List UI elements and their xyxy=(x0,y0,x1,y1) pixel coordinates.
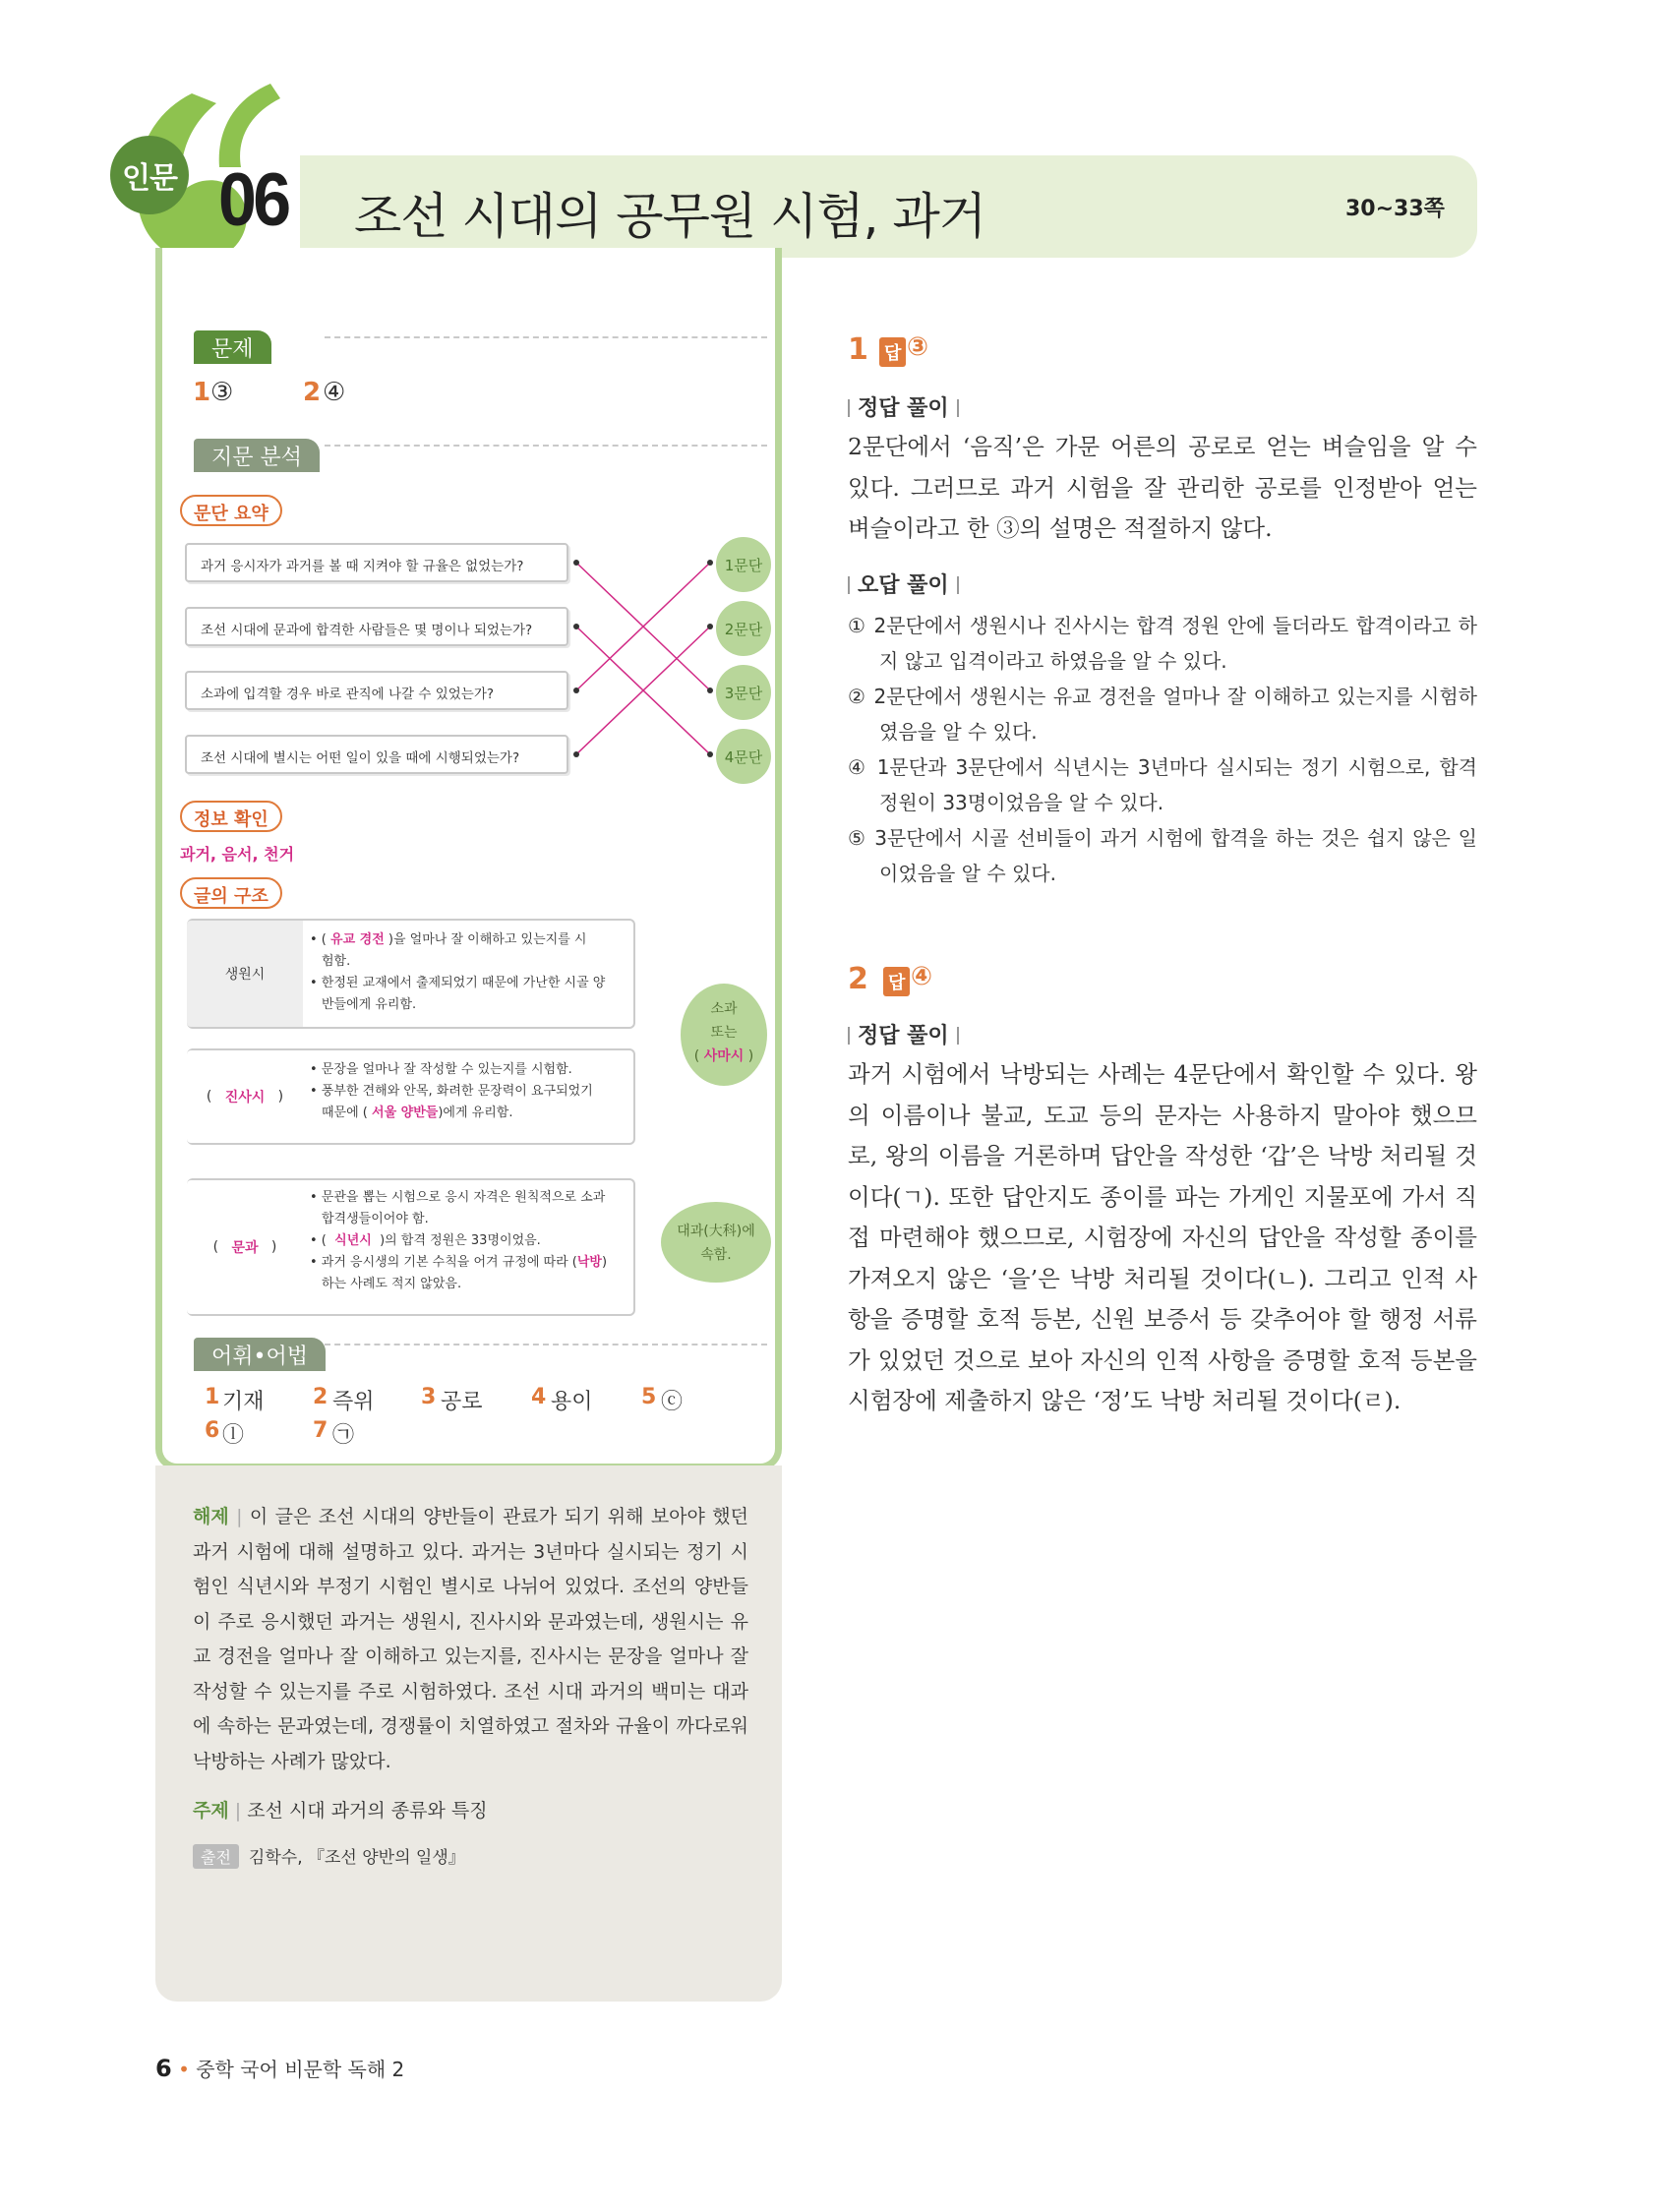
question-box: 소과에 입격할 경우 바로 관직에 나갈 수 있었는가? xyxy=(185,671,568,710)
divider xyxy=(325,1344,767,1345)
question-box: 조선 시대에 문과에 합격한 사람들은 몇 명이나 되었는가? xyxy=(185,607,568,646)
problems-tab: 문제 xyxy=(194,330,271,364)
answer-value: ③ xyxy=(907,332,929,362)
question-number: 2 xyxy=(848,962,868,996)
lesson-number: 06 xyxy=(218,158,288,242)
answer-badge: 답 xyxy=(883,967,910,996)
structure-content: • ( 유교 경전 )을 얼마나 잘 이해하고 있는지를 시 험함. • 한정된 교재에서 출제되었기 때문에 가난한 시골 양 반들에게 유리함. xyxy=(310,932,606,1012)
page-title: 조선 시대의 공무원 시험, 과거 xyxy=(354,188,986,245)
question-number: 1 xyxy=(848,332,868,367)
structure-pill: 글의 구조 xyxy=(180,877,282,909)
paragraph-circle: 2문단 xyxy=(716,601,771,656)
page-number: 6 xyxy=(155,2055,172,2082)
divider xyxy=(325,445,767,447)
theme-label: 주제 xyxy=(193,1800,229,1822)
paragraph-circle: 4문단 xyxy=(716,729,771,784)
structure-oval: 소과 또는 ( 사마시 ) xyxy=(681,984,767,1086)
answer-badge: 답 xyxy=(879,337,906,367)
haeje-label: 해제 xyxy=(193,1506,229,1527)
structure-label: 생원시 xyxy=(187,921,303,1027)
summary-pill: 문단 요약 xyxy=(180,495,282,526)
paragraph-circle: 3문단 xyxy=(716,665,771,720)
page-footer: 6 • 중학 국어 비문학 독해 2 xyxy=(155,2055,405,2082)
structure-oval: 대과(大科)에 속함. xyxy=(661,1202,771,1283)
matching-lines xyxy=(570,551,718,767)
answer-value: ④ xyxy=(911,962,933,991)
info-values: 과거, 음서, 천거 xyxy=(180,845,295,864)
paragraph-circle: 1문단 xyxy=(716,537,771,592)
haeje-paragraph: 해제 | 이 글은 조선 시대의 양반들이 관료가 되기 위해 보아야 했던 과거 시험에 대해 설명하고 있다. 과거는 3년마다 실시되는 정기 시험인 식년시와 부정기 시험인 별시로 나뉘어 있었다. 조선의 양반들이 주로 응시했던 과거는 생원시, 진사시와 문과였는데, 생원시는 유교 경전을 얼마나 잘 이해하고 있는지를, 진사시는 문장을 얼마나 잘 작성할 수 있는지를 주로 시험하였다. 조선 시대 과거의 백미는 대과에 속하는 문과였는데, 경쟁률이 치열하였고 절차와 규율이 까다로워 낙방하는 사례가 많았다. xyxy=(193,1506,748,1772)
answer-number: 1 xyxy=(193,378,211,407)
structure-label: ( 진사시 ) xyxy=(187,1050,303,1143)
vocab-tab: 어휘•어법 xyxy=(194,1338,326,1371)
question-box: 조선 시대에 별시는 어떤 일이 있을 때에 시행되었는가? xyxy=(185,735,568,774)
book-title: 중학 국어 비문학 독해 2 xyxy=(196,2058,405,2081)
answer-number: 2 xyxy=(303,378,322,407)
source-text: 김학수, 『조선 양반의 일생』 xyxy=(248,1848,465,1868)
info-pill: 정보 확인 xyxy=(180,801,282,832)
haeje-text: 이 글은 조선 시대의 양반들이 관료가 되기 위해 보아야 했던 과거 시험에 대해 설명하고 있다. 과거는 3년마다 실시되는 정기 시험인 식년시와 부정기 시험인 별시로 나뉘어 있었다. 조선의 양반들이 주로 응시했던 과거는 생원시, 진사시와 문과였는데, 생원시는 유교 경전을 얼마나 잘 이해하고 있는지를, 진사시는 문장을 얼마나 잘 작성할 수 있는지를 주로 시험하였다. 조선 시대 과거의 백미는 대과에 속하는 문과였는데, 경쟁률이 치열하였고 절차와 규율이 까다로워 낙방하는 사례가 많았다. xyxy=(193,1506,748,1772)
section-heading: 정답 풀이 xyxy=(848,1019,959,1049)
category-badge: 인문 xyxy=(110,136,189,214)
source-label: 출전 xyxy=(193,1844,239,1869)
structure-label: ( 문과 ) xyxy=(187,1180,303,1314)
analysis-tab: 지문 분석 xyxy=(194,439,320,472)
question-box: 과거 응시자가 과거를 볼 때 지켜야 할 규율은 없었는가? xyxy=(185,543,568,582)
structure-content: • 문장을 얼마나 잘 작성할 수 있는지를 시험함. • 풍부한 견해와 안목, 화려한 문장력이 요구되었기 때문에 ( 서울 양반들)에게 유리함. xyxy=(310,1062,593,1120)
page-range: 30~33쪽 xyxy=(1345,197,1445,221)
option-explanation: ① 2문단에서 생원시나 진사시는 합격 정원 안에 들더라도 합격이라고 하지 않고 입격이라고 하였음을 알 수 있다. xyxy=(848,614,1477,673)
divider xyxy=(325,336,767,338)
answer-value: ③ xyxy=(210,378,234,407)
option-explanation: ⑤ 3문단에서 시골 선비들이 과거 시험에 합격을 하는 것은 쉽지 않은 일이었음을 알 수 있다. xyxy=(848,826,1477,885)
answer-value: ④ xyxy=(323,378,346,407)
theme-text: 조선 시대 과거의 종류와 특징 xyxy=(247,1800,488,1822)
explanation-text: 2문단에서 ‘음직’은 가문 어른의 공로로 얻는 벼슬임을 알 수 있다. 그러므로 과거 시험을 잘 관리한 공로를 인정받아 얻는 벼슬이라고 한 ③의 설명은 적절하지 않다. xyxy=(848,433,1477,542)
section-heading: 오답 풀이 xyxy=(848,568,959,599)
fill-in: 유교 경전 xyxy=(330,932,385,947)
source-paragraph xyxy=(193,1843,465,1869)
theme-paragraph: 주제 | 조선 시대 과거의 종류와 특징 xyxy=(193,1800,488,1822)
explanation-text: 과거 시험에서 낙방되는 사례는 4문단에서 확인할 수 있다. 왕의 이름이나 불교, 도교 등의 문자는 사용하지 말아야 했으므로, 왕의 이름을 거론하며 답안을 작성한 ‘갑’은 낙방 처리될 것이다(ㄱ). 또한 답안지도 종이를 파는 가게인 지물포에 가서 직접 마련해야 했으므로, 시험장에 자신의 답안을 작성할 종이를 가져오지 않은 ‘을’은 낙방 처리될 것이다(ㄴ). 그리고 인적 사항을 증명할 호적 등본, 신원 보증서 등 갖추어야 할 행정 서류가 있었던 것으로 보아 자신의 인적 사항을 증명할 호적 등본을 시험장에 제출하지 않은 ‘정’도 낙방 처리될 것이다(ㄹ). xyxy=(848,1060,1477,1414)
structure-content: • 문관을 뽑는 시험으로 응시 자격은 원칙적으로 소과 합격생들이어야 함. • ( 식년시 )의 합격 정원은 33명이었음. • 과거 응시생의 기본 수칙을 어겨 규정에 따라 (낙방) 하는 사례도 적지 않았음. xyxy=(310,1190,608,1291)
option-explanation: ② 2문단에서 생원시는 유교 경전을 얼마나 잘 이해하고 있는지를 시험하였음을 알 수 있다. xyxy=(848,685,1477,744)
option-explanation: ④ 1문단과 3문단에서 식년시는 3년마다 실시되는 정기 시험으로, 합격 정원이 33명이었음을 알 수 있다. xyxy=(848,755,1477,814)
section-heading: 정답 풀이 xyxy=(848,391,959,422)
